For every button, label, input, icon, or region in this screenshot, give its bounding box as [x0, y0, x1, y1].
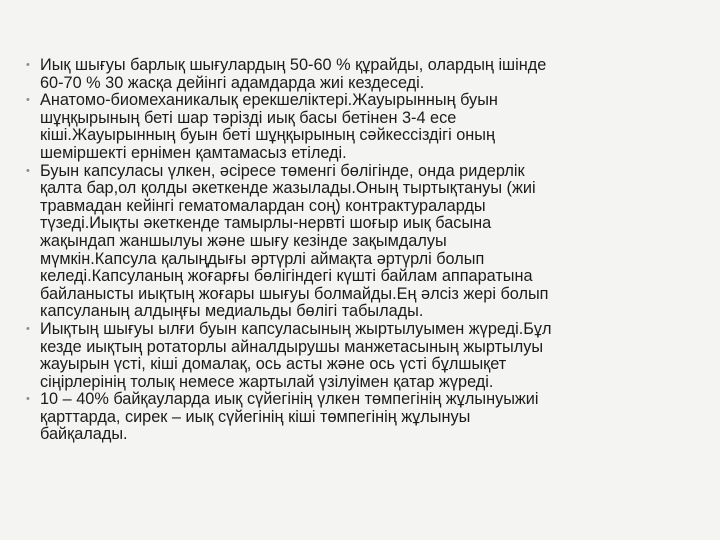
bullet-line: келеді.Капсуланың жоғарғы бөлігіндегі күшті байлам аппаратына — [40, 267, 533, 286]
bullet-line: кіші.Жауырынның буын беті шұңқырының сәйкессіздігі оның — [40, 126, 495, 145]
bullet-line: травмадан кейінгі гематомалардан соң) контрактураларды — [40, 196, 486, 215]
bullet-line: Буын капсуласы үлкен, әсіресе төменгі бөлігінде, онда ридерлік — [40, 161, 525, 180]
bullet-line: жауырын үсті, кіші домалақ, ось асты және ось үсті бұлшықет — [40, 355, 507, 374]
bullet-dot-icon: • — [26, 322, 30, 335]
bullet-line: шеміршекті ернімен қамтамасыз етіледі. — [40, 143, 347, 162]
bullet-dot-icon: • — [26, 94, 30, 107]
bullet-line: кезде иықтың ротаторлы айналдырушы манжетасының жыртылуы — [40, 337, 544, 356]
bullet-line: байқалады. — [40, 425, 128, 444]
bullet-list — [26, 57, 706, 444]
bullet-dot-icon: • — [26, 164, 30, 177]
bullet-item-4 — [26, 321, 706, 391]
bullet-line: шұңқырының беті шар тәрізді иық басы бетінен 3-4 есе — [40, 108, 457, 127]
bullet-item-2 — [26, 92, 706, 162]
bullet-line: жақындап жаншылуы және шығу кезінде зақымдалуы — [40, 231, 447, 250]
bullet-line: қарттарда, сирек – иық сүйегінің кіші төмпегінің жұлынуы — [40, 407, 471, 426]
bullet-line: Иықтың шығуы ылғи буын капсуласының жыртылуымен жүреді.Бұл — [40, 319, 552, 338]
bullet-line: капсуланың алдыңғы медиальды бөлігі табылады. — [40, 302, 424, 321]
bullet-line: сіңірлерінің толық немесе жартылай үзілуімен қатар жүреді. — [40, 372, 494, 391]
bullet-line: Анатомо-биомеханикалық ерекшеліктері.Жауырынның буын — [40, 91, 498, 110]
bullet-item-5 — [26, 391, 706, 444]
bullet-dot-icon: • — [26, 393, 30, 406]
bullet-line: 10 – 40% байқауларда иық сүйегінің үлкен төмпегінің жұлынуыжиі — [40, 390, 539, 409]
bullet-dot-icon: • — [26, 59, 30, 71]
bullet-item-1 — [26, 57, 706, 92]
bullet-line: мүмкін.Капсула қалыңдығы әртүрлі аймақта әртүрлі болып — [40, 249, 485, 268]
bullet-line: Иық шығуы барлық шығулардың 50-60 % құрайды, олардың ішінде — [40, 56, 547, 74]
bullet-line: қалта бар,ол қолды әкеткенде жазылады.Оның тыртықтануы (жиі — [40, 179, 536, 198]
bullet-item-3 — [26, 163, 706, 321]
bullet-line: 60-70 % 30 жасқа дейінгі адамдарда жиі кездеседі. — [40, 73, 425, 92]
bullet-line: байланысты иықтың жоғары шығуы болмайды.Ең әлсіз жері болып — [40, 284, 549, 303]
bullet-line: түзеді.Иықты әкеткенде тамырлы-нервті шоғыр иық басына — [40, 214, 492, 233]
